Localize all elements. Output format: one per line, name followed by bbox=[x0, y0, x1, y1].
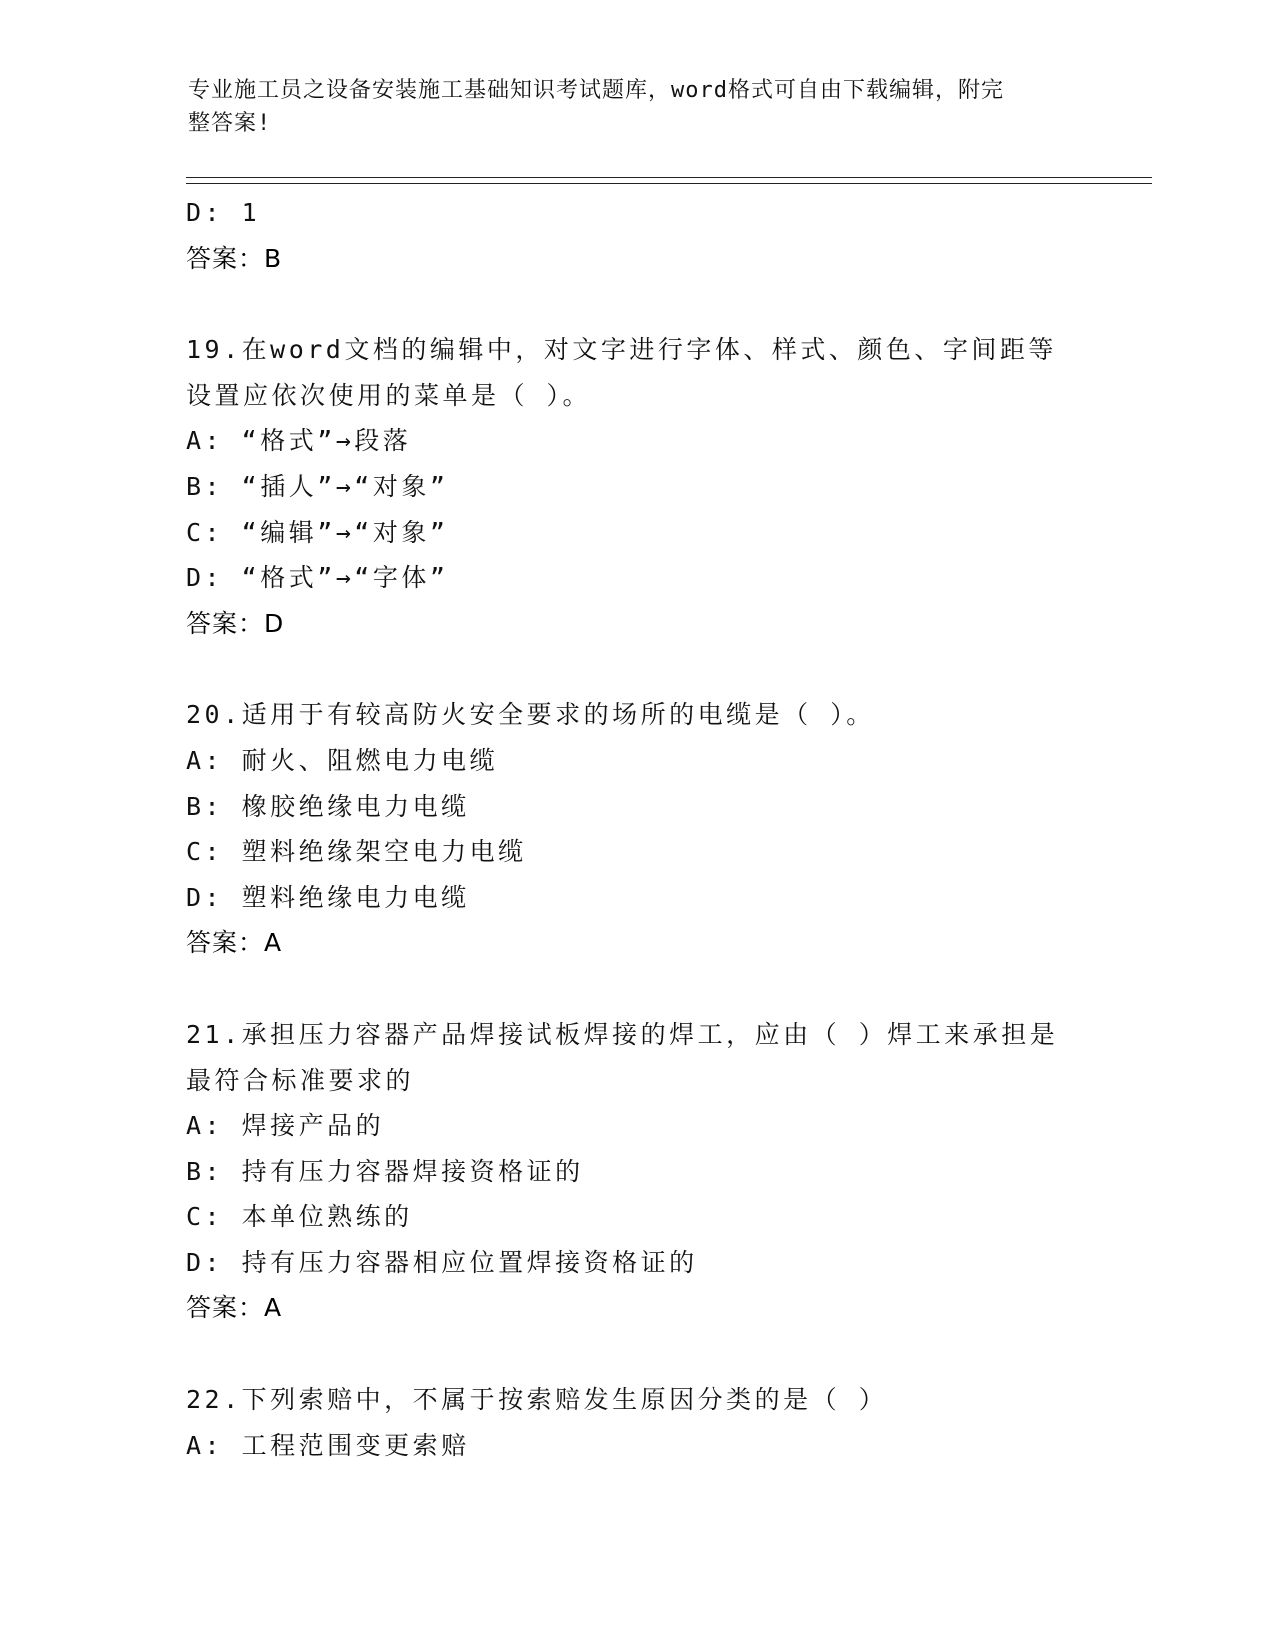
prev-answer: 答案：B bbox=[186, 243, 283, 273]
q20-answer: 答案：A bbox=[186, 928, 283, 958]
prev-option-d: D: 1 bbox=[186, 198, 261, 227]
q19-option-c: C: “编辑”→“对象” bbox=[186, 517, 449, 547]
q21-stem-line-1: 21.承担压力容器产品焊接试板焊接的焊工，应由（ ）焊工来承担是 bbox=[186, 1019, 1059, 1049]
header-line-1: 专业施工员之设备安装施工基础知识考试题库，word格式可自由下载编辑，附完 bbox=[188, 78, 1004, 103]
spacer bbox=[186, 281, 1086, 327]
q20-option-d: D: 塑料绝缘电力电缆 bbox=[186, 882, 470, 912]
q19-stem-line-1: 19.在word文档的编辑中，对文字进行字体、样式、颜色、字间距等 bbox=[186, 335, 1057, 365]
q20-stem-line-1: 20.适用于有较高防火安全要求的场所的电缆是（ ）。 bbox=[186, 700, 875, 730]
q21-stem-line-2: 最符合标准要求的 bbox=[186, 1065, 415, 1095]
spacer bbox=[186, 966, 1086, 1012]
spacer bbox=[186, 646, 1086, 692]
q21-option-b: B: 持有压力容器焊接资格证的 bbox=[186, 1156, 584, 1186]
header-rule-top bbox=[186, 177, 1152, 178]
q20-option-b: B: 橡胶绝缘电力电缆 bbox=[186, 791, 470, 821]
q21-answer: 答案：A bbox=[186, 1293, 283, 1323]
document-header bbox=[188, 74, 1068, 140]
q22-option-a: A: 工程范围变更索赔 bbox=[186, 1430, 470, 1460]
q21-option-c: C: 本单位熟练的 bbox=[186, 1202, 413, 1232]
q22-stem-line-1: 22.下列索赔中，不属于按索赔发生原因分类的是（ ） bbox=[186, 1385, 888, 1415]
q20-option-a: A: 耐火、阻燃电力电缆 bbox=[186, 745, 499, 775]
header-line-2: 整答案! bbox=[188, 111, 272, 136]
q19-stem-line-2: 设置应依次使用的菜单是（ ）。 bbox=[186, 380, 592, 410]
header-rule-bottom bbox=[186, 183, 1152, 184]
q19-option-b: B: “插人”→“对象” bbox=[186, 471, 449, 501]
question-list bbox=[186, 190, 1086, 1468]
q19-answer: 答案：D bbox=[186, 608, 285, 638]
q21-option-d: D: 持有压力容器相应位置焊接资格证的 bbox=[186, 1247, 698, 1277]
spacer bbox=[186, 1331, 1086, 1377]
q19-option-d: D: “格式”→“字体” bbox=[186, 563, 449, 593]
q19-option-a: A: “格式”→段落 bbox=[186, 426, 412, 456]
q21-option-a: A: 焊接产品的 bbox=[186, 1111, 385, 1141]
q20-option-c: C: 塑料绝缘架空电力电缆 bbox=[186, 837, 527, 867]
